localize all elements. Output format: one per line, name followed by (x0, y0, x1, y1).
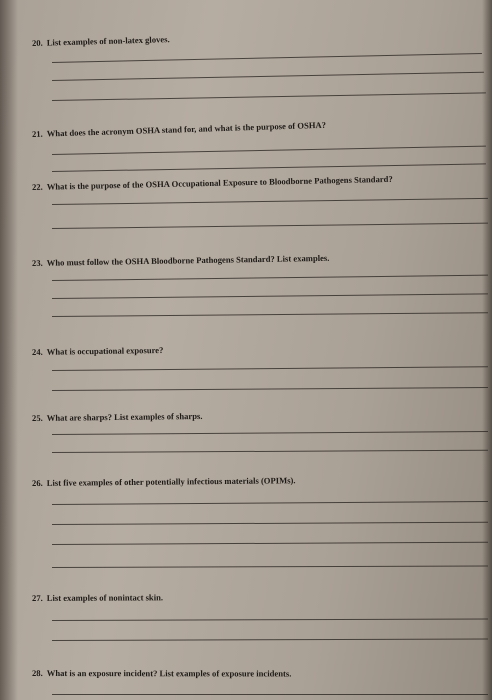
question-22-text (32, 174, 393, 192)
answer-line[interactable] (52, 522, 488, 525)
question-26-text (32, 475, 296, 488)
answer-line[interactable] (52, 387, 488, 391)
question-label: What is an exposure incident? List examples of exposure incidents. (46, 668, 292, 679)
answer-line[interactable] (52, 275, 488, 281)
answer-line[interactable] (52, 366, 488, 371)
answer-line[interactable] (52, 694, 488, 695)
question-28-text (32, 668, 291, 678)
answer-line[interactable] (52, 431, 488, 435)
question-label: What is occupational exposure? (46, 344, 164, 357)
answer-line[interactable] (52, 146, 486, 155)
question-number: 20. (31, 37, 43, 48)
answer-line[interactable] (52, 542, 488, 545)
question-number: 21. (31, 128, 43, 139)
question-23-text (32, 253, 330, 268)
answer-line[interactable] (52, 565, 488, 568)
answer-line[interactable] (52, 163, 486, 172)
answer-line[interactable] (52, 198, 488, 205)
question-number: 23. (31, 257, 43, 268)
answer-line[interactable] (52, 312, 488, 317)
answer-line[interactable] (52, 223, 488, 229)
page-shadow-right (482, 0, 492, 700)
question-number: 24. (31, 346, 43, 357)
question-20-text (32, 34, 170, 48)
answer-line[interactable] (52, 450, 488, 453)
answer-line[interactable] (52, 53, 482, 63)
question-label: List examples of nonintact skin. (46, 592, 164, 603)
question-number: 25. (31, 412, 43, 423)
question-label: What are sharps? List examples of sharps. (46, 410, 203, 423)
answer-line[interactable] (52, 72, 484, 81)
question-number: 22. (31, 181, 43, 192)
question-label: List examples of non-latex gloves. (46, 34, 170, 48)
question-21-text (32, 120, 326, 139)
question-27-text (32, 592, 163, 603)
answer-line[interactable] (52, 618, 488, 621)
answer-line[interactable] (52, 92, 486, 101)
page-shadow-left (0, 0, 18, 700)
answer-line[interactable] (52, 293, 488, 299)
question-label: List five examples of other potentially infectious materials (OPIMs). (46, 475, 296, 488)
question-number: 27. (31, 592, 43, 603)
question-number: 28. (31, 668, 43, 679)
question-25-text (32, 411, 203, 423)
question-label: Who must follow the OSHA Bloodborne Pathogens Standard? List examples. (46, 252, 330, 268)
answer-line[interactable] (52, 501, 488, 505)
question-label: What is the purpose of the OSHA Occupational Exposure to Bloodborne Pathogens Standard? (46, 173, 393, 192)
answer-line[interactable] (52, 638, 488, 641)
question-24-text (32, 345, 163, 357)
question-number: 26. (31, 477, 43, 488)
question-label: What does the acronym OSHA stand for, and what is the purpose of OSHA? (46, 119, 327, 139)
